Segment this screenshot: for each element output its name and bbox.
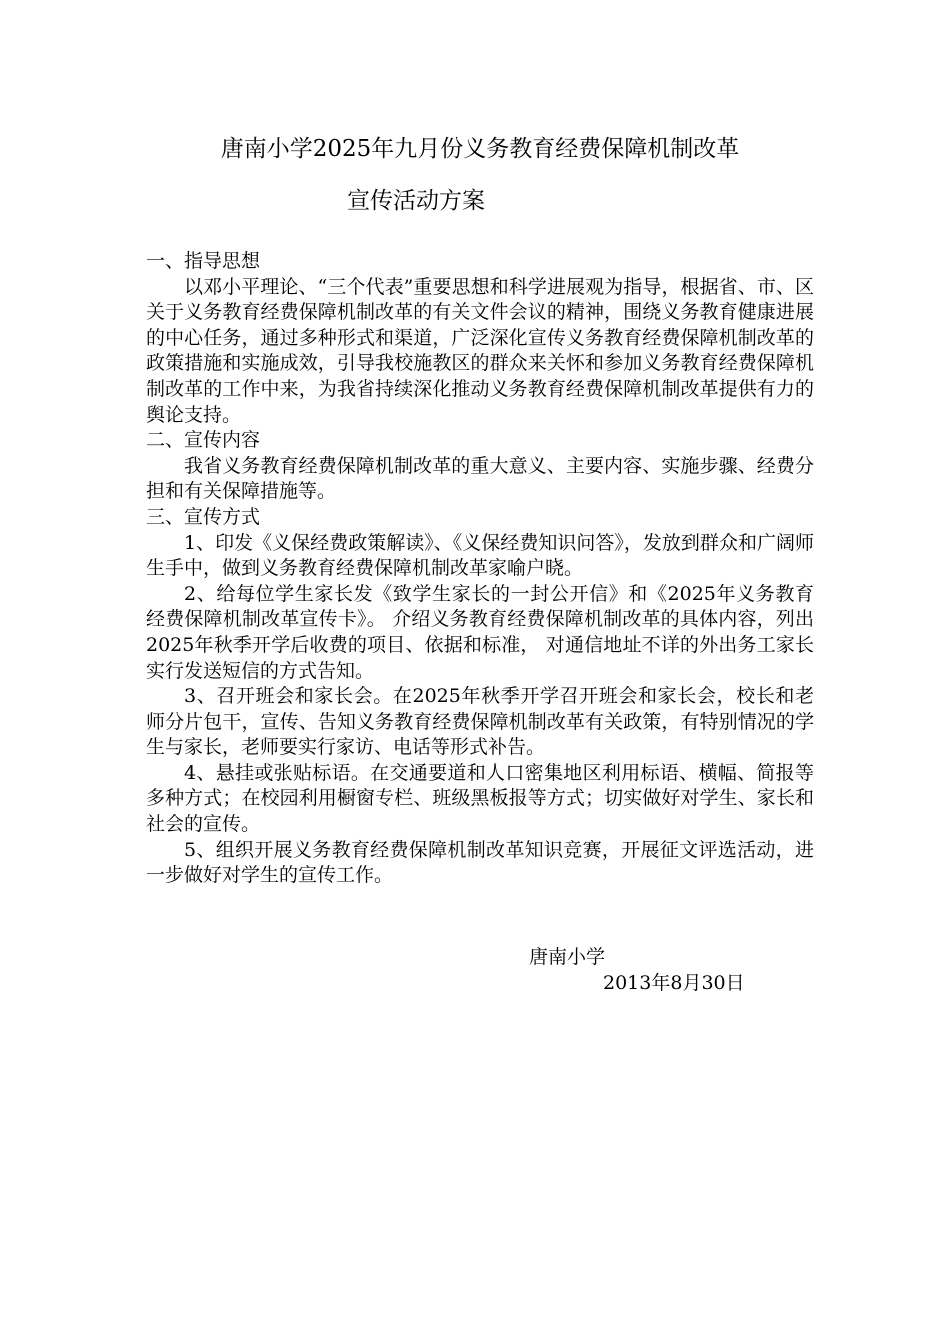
signature-organization: 唐南小学 (529, 946, 606, 968)
paragraph-method-4: 4、悬挂或张贴标语。在交通要道和人口密集地区利用标语、横幅、简报等多种方式；在校园利用橱窗专栏、班级黑板报等方式；切实做好对学生、家长和社会的宣传。 (146, 761, 814, 836)
section-heading-methods: 三、宣传方式 (146, 505, 261, 528)
paragraph-method-1: 1、印发《义保经费政策解读》、《义保经费知识问答》，发放到群众和广阔师生手中，做到义务教育经费保障机制改革家喻户晓。 (146, 531, 814, 580)
paragraph-guiding-ideology: 以邓小平理论、“三个代表”重要思想和科学进展观为指导，根据省、市、区关于义务教育经费保障机制改革的有关文件会议的精神，围绕义务教育健康进展的中心任务，通过多种形式和渠道，广泛深化宣传义务教育经费保障机制改革的政策措施和实施成效，引导我校施教区的群众来关怀和参加义务教育经费保障机制改革的工作中来，为我省持续深化推动义务教育经费保障机制改革提供有力的舆论支持。 (146, 275, 814, 426)
section-heading-content: 二、宣传内容 (146, 429, 261, 452)
paragraph-method-5: 5、组织开展义务教育经费保障机制改革知识竞赛，开展征文评选活动，进一步做好对学生的宣传工作。 (146, 838, 814, 887)
section-heading-guiding-ideology: 一、指导思想 (146, 250, 261, 272)
signature-date: 2013年8月30日 (603, 972, 745, 994)
document-title-line2: 宣传活动方案 (347, 188, 485, 214)
document-title-line1: 唐南小学2025年九月份义务教育经费保障机制改革 (220, 136, 740, 162)
document-body (146, 249, 814, 889)
paragraph-method-3: 3、召开班会和家长会。在2025年秋季开学召开班会和家长会，校长和老师分片包干，宣传、告知义务教育经费保障机制改革有关政策，有特别情况的学生与家长，老师要实行家访、电话等形式补告。 (146, 685, 814, 759)
paragraph-method-2: 2、给每位学生家长发《致学生家长的一封公开信》和《2025年义务教育经费保障机制改革宣传卡》。 介绍义务教育经费保障机制改革的具体内容，列出2025年秋季开学后收费的项目、依据和标准， 对通信地址不详的外出务工家长实行发送短信的方式告知。 (146, 582, 814, 682)
paragraph-content: 我省义务教育经费保障机制改革的重大意义、主要内容、实施步骤、经费分担和有关保障措施等。 (146, 454, 814, 503)
